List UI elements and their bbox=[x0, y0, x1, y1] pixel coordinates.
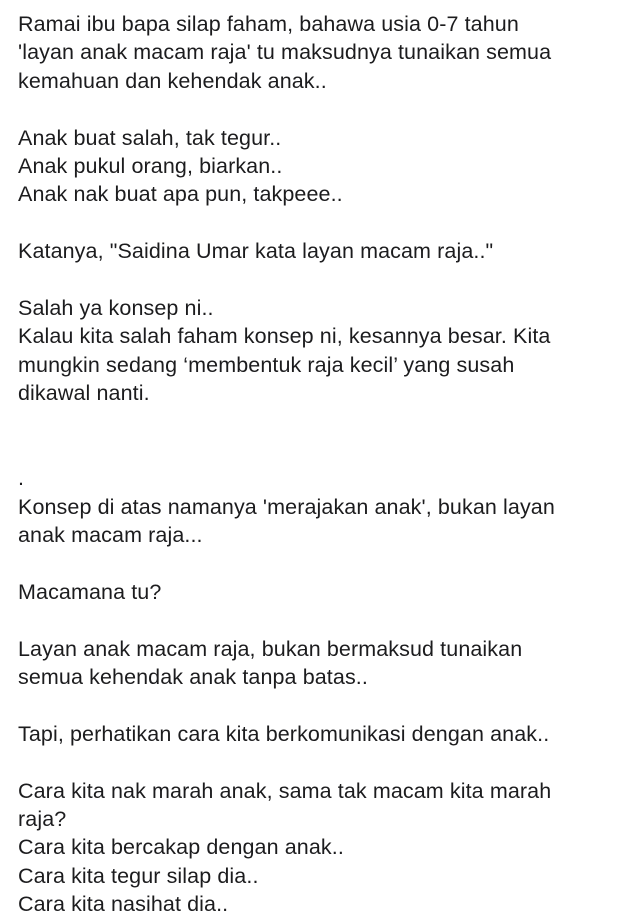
blank-line bbox=[18, 748, 628, 776]
text-line: Cara kita nak marah anak, sama tak macam kita marah bbox=[18, 778, 552, 803]
blank-line bbox=[18, 691, 628, 719]
blank-line bbox=[18, 209, 628, 237]
text-line: anak macam raja... bbox=[18, 523, 203, 548]
text-line: Katanya, "Saidina Umar kata layan macam raja.." bbox=[18, 239, 494, 264]
text-line: kemahuan dan kehendak anak.. bbox=[18, 68, 327, 93]
text-line: Layan anak macam raja, bukan bermaksud tunaikan bbox=[18, 636, 523, 661]
post-body bbox=[18, 10, 628, 917]
blank-line bbox=[18, 436, 628, 464]
text-line: 'layan anak macam raja' tu maksudnya tunaikan semua bbox=[18, 40, 552, 65]
text-line: Kalau kita salah faham konsep ni, kesannya besar. Kita bbox=[18, 324, 551, 349]
text-line: Ramai ibu bapa silap faham, bahawa usia 0-7 tahun bbox=[18, 12, 519, 36]
text-line: Anak nak buat apa pun, takpeee.. bbox=[18, 182, 343, 207]
text-line: Konsep di atas namanya 'merajakan anak', bukan layan bbox=[18, 494, 555, 519]
text-line: Anak buat salah, tak tegur.. bbox=[18, 125, 282, 150]
blank-line bbox=[18, 95, 628, 123]
text-line: Cara kita tegur silap dia.. bbox=[18, 863, 259, 888]
text-line: mungkin sedang ‘membentuk raja kecil’ yang susah bbox=[18, 352, 515, 377]
text-line-partial: Cara kita nasihat dia.. bbox=[18, 892, 229, 917]
blank-line bbox=[18, 266, 628, 294]
blank-line bbox=[18, 606, 628, 634]
text-line: dikawal nanti. bbox=[18, 381, 150, 406]
text-line: Macamana tu? bbox=[18, 579, 162, 604]
text-line: semua kehendak anak tanpa batas.. bbox=[18, 664, 368, 689]
text-line: Cara kita bercakap dengan anak.. bbox=[18, 835, 344, 860]
text-line: Anak pukul orang, biarkan.. bbox=[18, 153, 283, 178]
blank-line bbox=[18, 549, 628, 577]
text-line: Tapi, perhatikan cara kita berkomunikasi dengan anak.. bbox=[18, 721, 550, 746]
blank-line bbox=[18, 407, 628, 435]
text-line: Salah ya konsep ni.. bbox=[18, 295, 214, 320]
text-line: raja? bbox=[18, 806, 67, 831]
text-line: . bbox=[18, 466, 25, 491]
